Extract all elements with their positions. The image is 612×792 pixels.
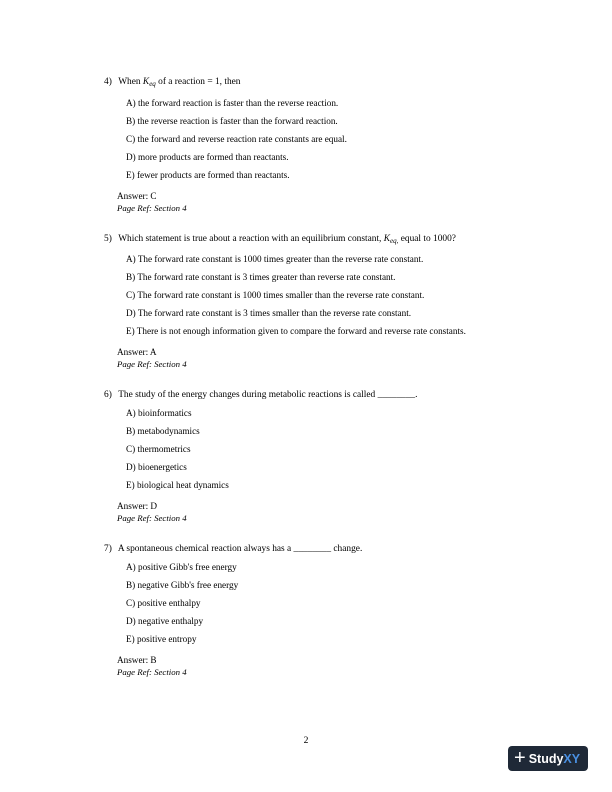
option-b: B) metabodynamics <box>126 426 200 436</box>
question-5-stem <box>104 233 456 245</box>
answer: Answer: D <box>117 501 158 511</box>
page-number: 2 <box>303 735 309 746</box>
option-c: C) positive enthalpy <box>126 598 201 608</box>
k-letter: K <box>383 234 391 244</box>
page-ref: Page Ref: Section 4 <box>117 513 187 523</box>
question-4-stem <box>104 76 240 88</box>
option-d: D) bioenergetics <box>126 462 187 472</box>
option-e: E) There is not enough information given to compare the forward and reverse rate constants. <box>126 326 466 336</box>
brand-name-part1: Study <box>528 751 564 766</box>
page-ref: Page Ref: Section 4 <box>117 359 187 369</box>
option-a: A) bioinformatics <box>126 408 192 418</box>
question-7-number: 7) <box>104 544 112 554</box>
option-d: D) The forward rate constant is 3 times smaller than the reverse rate constant. <box>126 308 412 318</box>
option-c: C) the forward and reverse reaction rate constants are equal. <box>126 134 347 144</box>
studyxy-badge[interactable] <box>508 746 588 771</box>
option-a: A) positive Gibb's free energy <box>126 562 237 572</box>
question-7-stem <box>104 543 362 555</box>
k-subscript: eq <box>149 80 156 88</box>
question-5-stem-post: equal to 1000? <box>398 234 456 244</box>
option-b: B) the reverse reaction is faster than the forward reaction. <box>126 116 338 126</box>
option-e: E) fewer products are formed than reactants. <box>126 170 290 180</box>
option-d: D) negative enthalpy <box>126 616 204 626</box>
question-7-stem-text: A spontaneous chemical reaction always has a ________ change. <box>117 544 363 554</box>
option-b: B) negative Gibb's free energy <box>126 580 239 590</box>
answer: Answer: C <box>117 191 157 201</box>
keq-symbol <box>384 234 399 244</box>
page-ref: Page Ref: Section 4 <box>117 203 187 213</box>
page-ref: Page Ref: Section 4 <box>117 667 187 677</box>
question-6-stem-text: The study of the energy changes during metabolic reactions is called ________. <box>118 390 418 400</box>
question-4-number: 4) <box>104 77 112 87</box>
option-e: E) positive entropy <box>126 634 197 644</box>
option-b: B) The forward rate constant is 3 times greater than reverse rate constant. <box>126 272 396 282</box>
question-4-stem-pre: When <box>118 77 143 87</box>
plus-icon: + <box>514 746 526 769</box>
brand-name-part2: XY <box>563 751 581 766</box>
option-c: C) The forward rate constant is 1000 times smaller than the reverse rate constant. <box>126 290 425 300</box>
option-e: E) biological heat dynamics <box>126 480 229 490</box>
answer: Answer: B <box>117 655 157 665</box>
question-6-stem <box>104 389 417 401</box>
question-6-number: 6) <box>104 390 112 400</box>
answer: Answer: A <box>117 347 157 357</box>
option-c: C) thermometrics <box>126 444 191 454</box>
keq-symbol <box>143 77 156 87</box>
option-d: D) more products are formed than reactants. <box>126 152 289 162</box>
question-5-stem-pre: Which statement is true about a reaction with an equilibrium constant, <box>118 234 384 244</box>
option-a: A) the forward reaction is faster than the reverse reaction. <box>126 98 339 108</box>
option-a: A) The forward rate constant is 1000 times greater than the reverse rate constant. <box>126 254 424 264</box>
k-letter: K <box>142 77 150 87</box>
k-subscript: eq, <box>390 237 399 245</box>
question-5-number: 5) <box>104 234 112 244</box>
question-4-stem-post: of a reaction = 1, then <box>155 77 241 87</box>
